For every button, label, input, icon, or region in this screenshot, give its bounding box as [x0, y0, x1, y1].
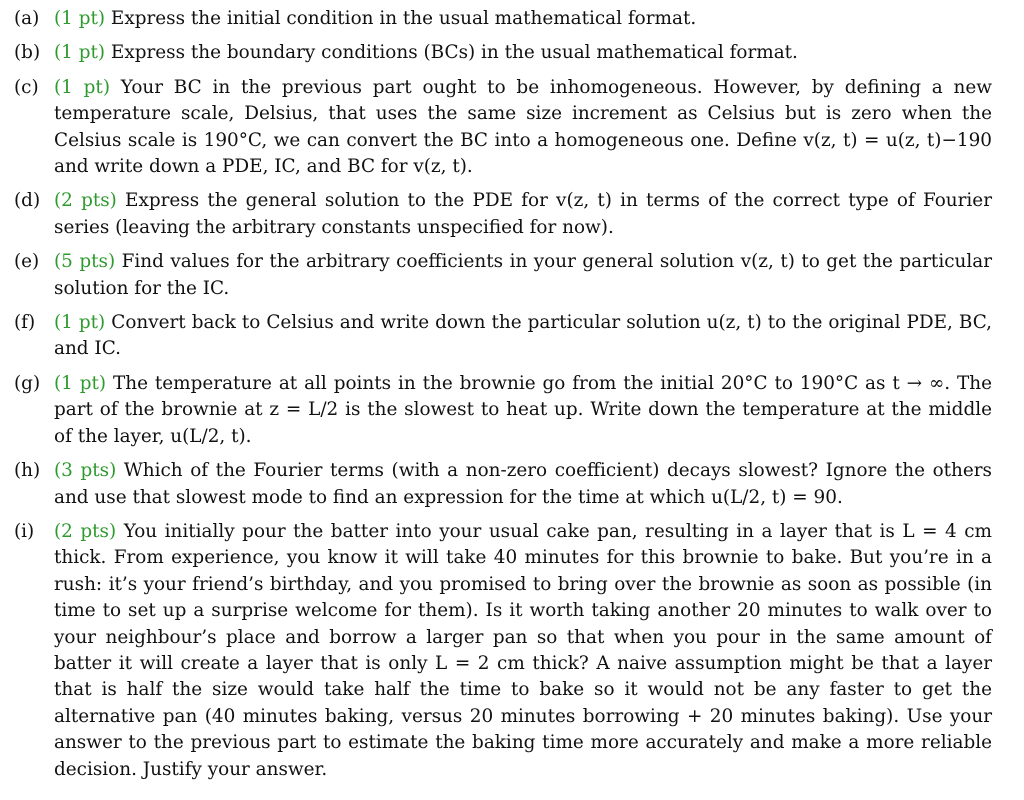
item-body [54, 371, 992, 450]
item-label: (d) [14, 190, 41, 212]
points-badge: (2 pts) [54, 520, 117, 542]
points-badge: (3 pts) [54, 460, 117, 482]
item-text: Your BC in the previous part ought to be inhomogeneous. However, by defining a new temperature scale, Delsius, that uses the same size increment as Celsius but is zero when the Celsius scale is 190°C, we can convert the BC into a homogeneous one. Define v(z, t) = u(z, t)−190 and write down a PDE, IC, and BC for v(z, t). [54, 76, 992, 178]
item-text: Find values for the arbitrary coefficients in your general solution v(z, t) to get the particular solution for the IC. [54, 251, 992, 299]
item-body [54, 310, 992, 363]
item-body [54, 519, 992, 783]
item-text: Which of the Fourier terms (with a non-zero coefficient) decays slowest? Ignore the others and use that slowest mode to find an expression for the time at which u(L/2, t) = 90. [54, 460, 992, 508]
item-body [54, 249, 992, 302]
item-label: (e) [14, 251, 40, 273]
item-label: (a) [14, 8, 40, 29]
item-label: (c) [14, 76, 39, 98]
points-badge: (5 pts) [54, 251, 116, 273]
points-badge: (1 pt) [54, 8, 106, 29]
problem-item-d [14, 188, 992, 241]
points-badge: (1 pt) [54, 372, 107, 394]
item-text: The temperature at all points in the brownie go from the initial 20°C to 190°C as t → ∞. The part of the brownie at z = L/2 is the slowest to heat up. Write down the temperature at the middle of the layer, u(L/2, t). [54, 372, 992, 447]
points-badge: (1 pt) [54, 76, 110, 98]
item-body [54, 6, 992, 32]
problem-item-e [14, 249, 992, 302]
item-text: Express the general solution to the PDE for v(z, t) in terms of the correct type of Fourier series (leaving the arbitrary constants unspecified for now). [54, 190, 992, 238]
problem-item-h [14, 458, 992, 511]
points-badge: (2 pts) [54, 190, 117, 212]
item-text: Convert back to Celsius and write down the particular solution u(z, t) to the original PDE, BC, and IC. [54, 312, 992, 360]
item-body [54, 458, 992, 511]
problem-item-i [14, 519, 992, 783]
points-badge: (1 pt) [54, 312, 106, 334]
item-body [54, 40, 992, 66]
item-label: (i) [14, 520, 35, 542]
problem-item-c [14, 75, 992, 181]
item-body [54, 75, 992, 181]
problem-item-a [14, 6, 992, 32]
item-body [54, 188, 992, 241]
problem-item-b [14, 40, 992, 66]
item-text: You initially pour the batter into your usual cake pan, resulting in a layer that is L = 4 cm thick. From experience, you know it will take 40 minutes for this brownie to bake. But you’re in a rush: it’s your friend’s birthday, and you promised to bring over the brownie as soon as possible (in time to set up a surprise welcome for them). Is it worth taking another 20 minutes to walk over to your neighbour’s place and borrow a larger pan so that when you pour in the same amount of batter it will create a layer that is only L = 2 cm thick? A naive assumption might be that a layer that is half the size would take half the time to bake so it would not be any faster to get the alternative pan (40 minutes baking, versus 20 minutes borrowing + 20 minutes baking). Use your answer to the previous part to estimate the baking time more accurately and make a more reliable decision. Justify your answer. [54, 520, 992, 780]
item-text: Express the boundary conditions (BCs) in the usual mathematical format. [110, 42, 798, 64]
points-badge: (1 pt) [54, 42, 106, 64]
item-label: (b) [14, 42, 41, 64]
item-label: (g) [14, 372, 41, 394]
item-text: Express the initial condition in the usual mathematical format. [110, 8, 697, 29]
item-label: (f) [14, 312, 36, 334]
problem-item-f [14, 310, 992, 363]
item-label: (h) [14, 460, 41, 482]
problem-item-g [14, 371, 992, 450]
